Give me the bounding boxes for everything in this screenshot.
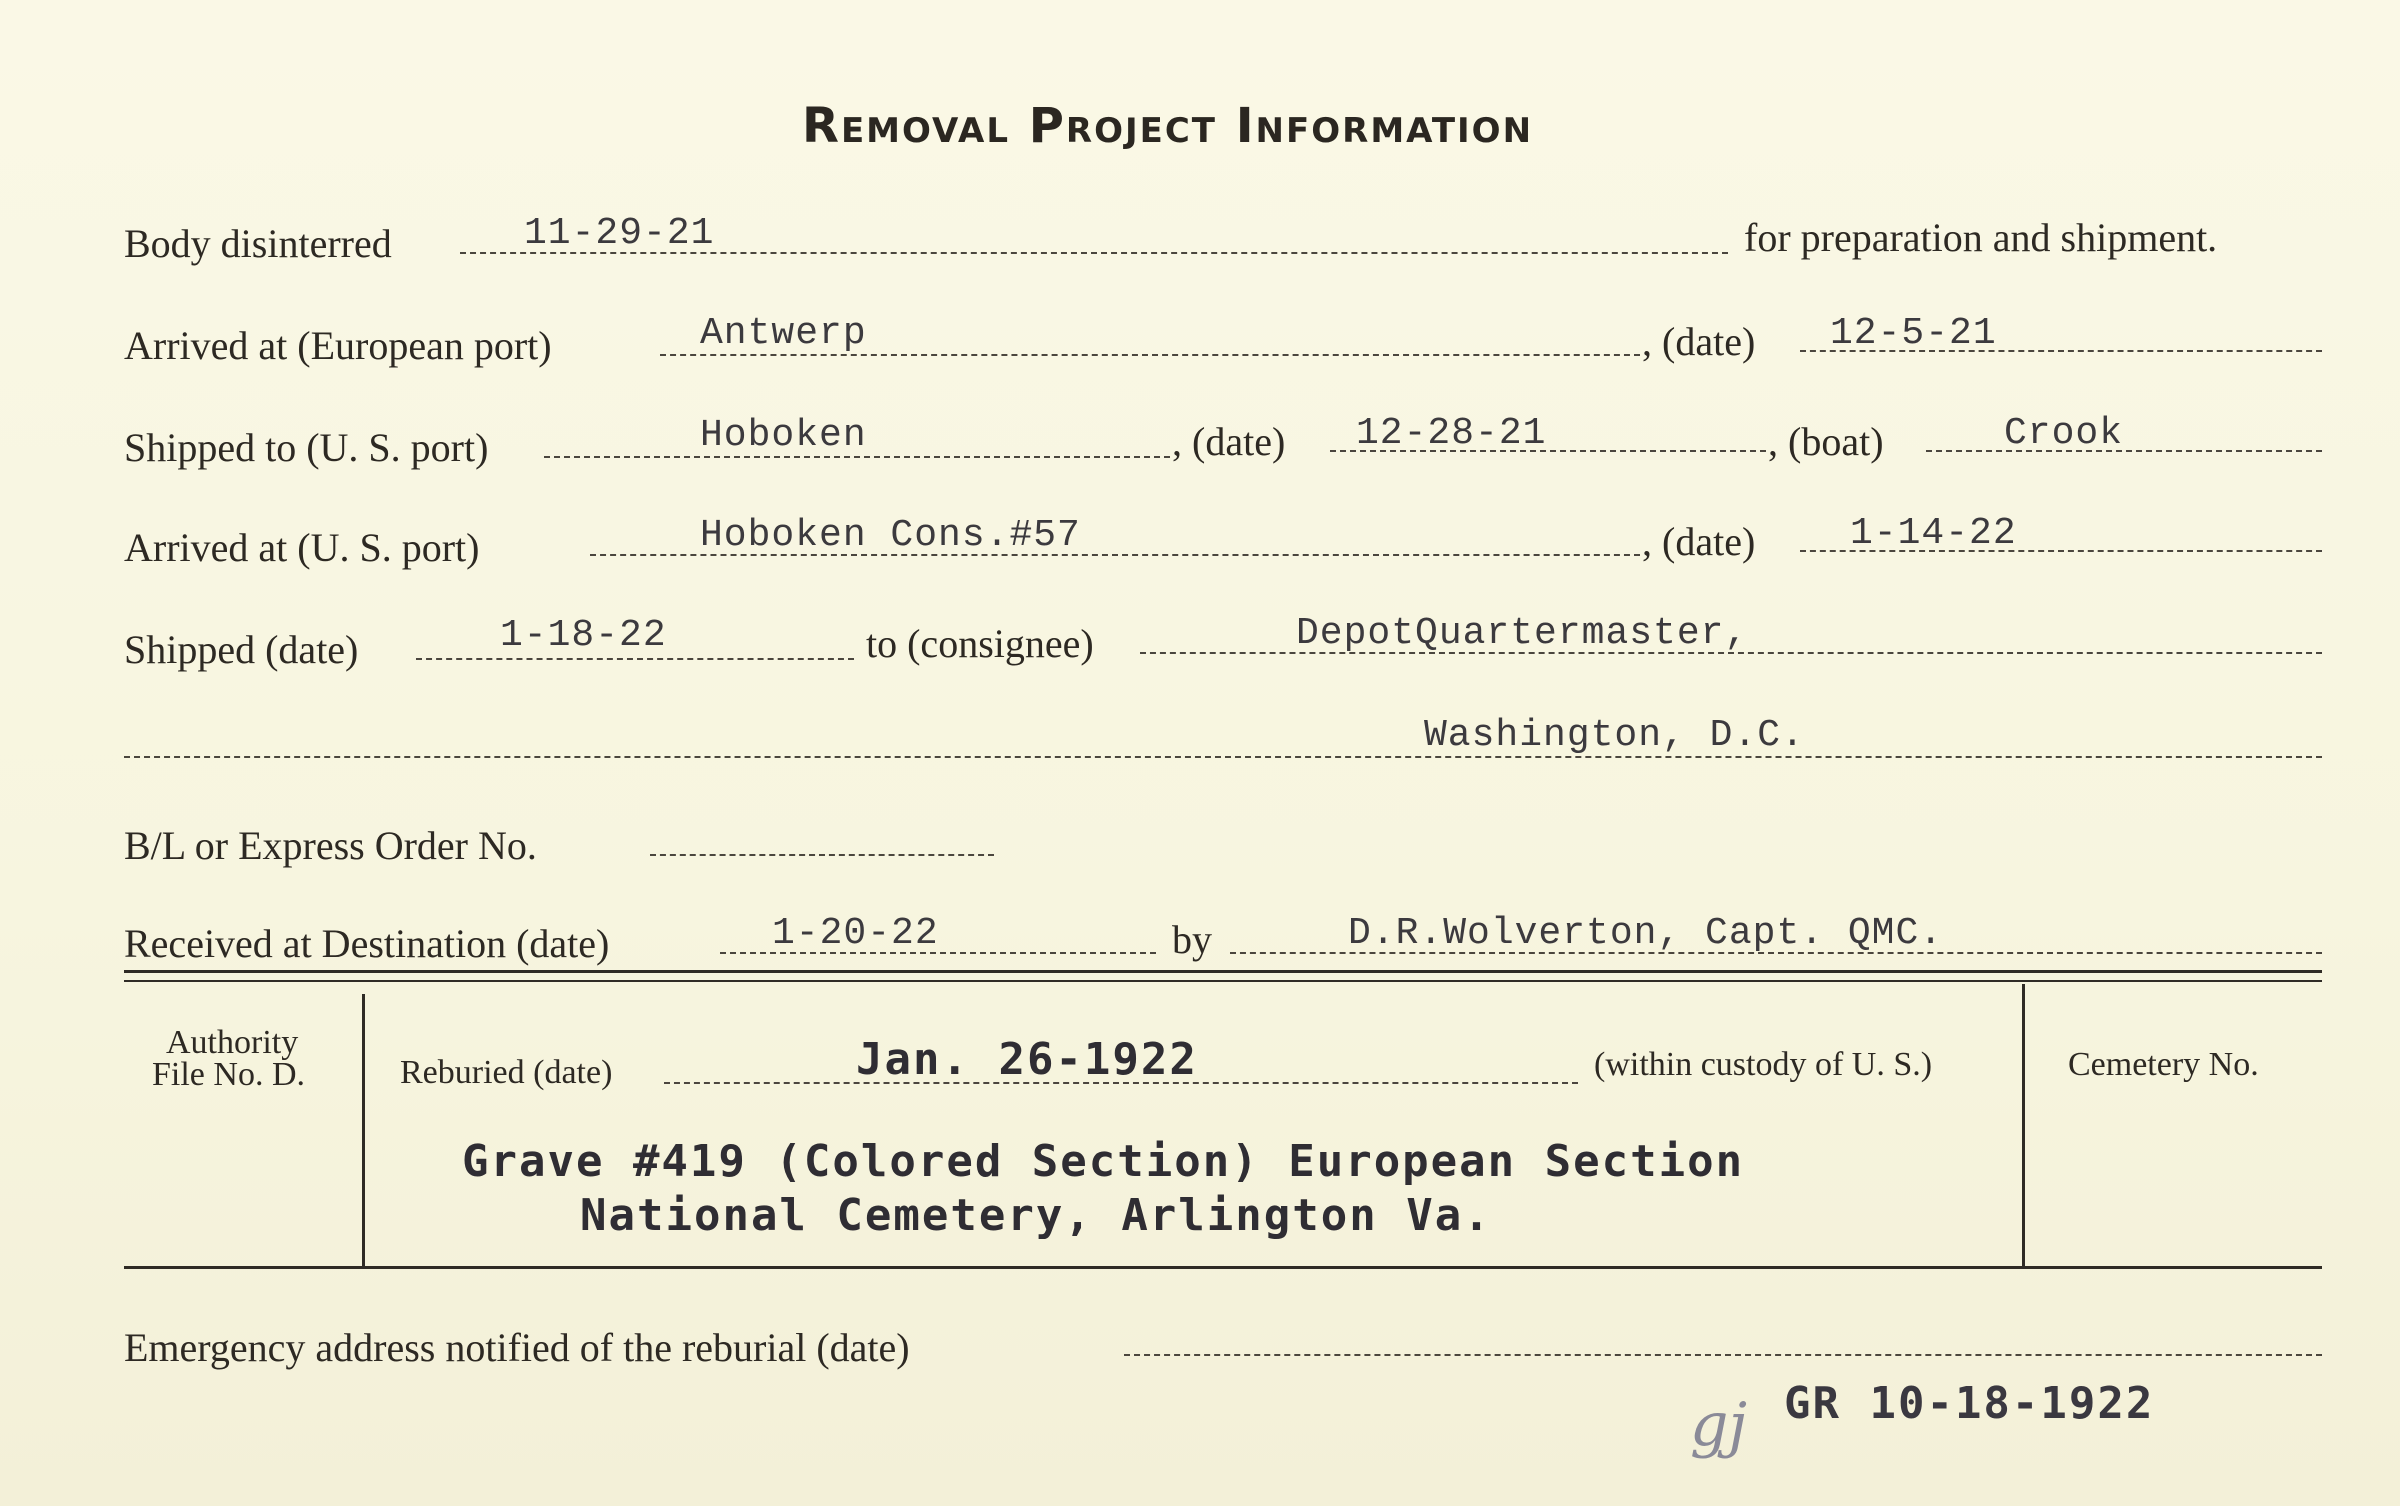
value-shipped-date: 1-18-22: [500, 614, 667, 657]
value-boat: Crook: [2004, 412, 2124, 455]
label-by: by: [1172, 917, 1212, 962]
label-boat: , (boat): [1768, 419, 1884, 464]
value-received-date: 1-20-22: [772, 912, 939, 955]
value-shipped-date: 12-28-21: [1356, 412, 1547, 455]
label-received-destination: Received at Destination (date): [124, 921, 610, 966]
label-date: , (date): [1172, 419, 1286, 464]
grave-location-line1: Grave #419 (Colored Section) European Section: [462, 1136, 1745, 1187]
label-bl-express-order: B/L or Express Order No.: [124, 823, 537, 868]
label-cemetery-no: Cemetery No.: [2068, 1046, 2259, 1083]
value-consignee-line2: Washington, D.C.: [1424, 714, 1805, 757]
label-date: , (date): [1642, 319, 1756, 364]
label-consignee: to (consignee): [866, 621, 1094, 666]
label-custody: (within custody of U. S.): [1594, 1046, 1933, 1083]
leader-line: [650, 854, 994, 856]
grave-location-line2: National Cemetery, Arlington Va.: [580, 1190, 1492, 1241]
label-arrived-european-port: Arrived at (European port): [124, 323, 552, 368]
value-received-by: D.R.Wolverton, Capt. QMC.: [1348, 912, 1944, 955]
value-disinterred-date: 11-29-21: [524, 212, 715, 255]
label-body-disinterred: Body disinterred: [124, 221, 392, 266]
page-title: Removal Project Information: [802, 98, 1534, 154]
label-reburied-date: Reburied (date): [400, 1054, 613, 1091]
label-preparation: for preparation and shipment.: [1744, 215, 2218, 260]
label-authority: Authority: [166, 1024, 299, 1061]
value-us-port: Hoboken: [700, 414, 867, 457]
label-date: , (date): [1642, 519, 1756, 564]
value-arrived-us-port: Hoboken Cons.#57: [700, 514, 1081, 557]
label-shipped-date: Shipped (date): [124, 627, 359, 672]
gr-date-stamp: GR 10-18-1922: [1784, 1378, 2155, 1429]
value-arrived-us-date: 1-14-22: [1850, 512, 2017, 555]
label-arrived-us-port: Arrived at (U. S. port): [124, 525, 480, 570]
box-bottom-rule: [124, 1266, 2322, 1269]
box-divider: [2022, 984, 2025, 1266]
handwritten-initials: gj: [1690, 1390, 1748, 1460]
label-shipped-us-port: Shipped to (U. S. port): [124, 425, 489, 470]
leader-line: [124, 756, 2322, 758]
value-reburied-date: Jan. 26-1922: [856, 1034, 1198, 1085]
value-consignee: DepotQuartermaster,: [1296, 612, 1749, 655]
box-top-rule: [124, 980, 2322, 982]
leader-line: [1124, 1354, 2322, 1356]
label-file-no: File No. D.: [152, 1056, 305, 1093]
leader-line: [1926, 450, 2322, 452]
leader-line: [416, 658, 854, 660]
value-arrived-eu-date: 12-5-21: [1830, 312, 1997, 355]
label-emergency-address: Emergency address notified of the reburial (date): [124, 1325, 910, 1370]
box-top-rule: [124, 970, 2322, 973]
value-european-port: Antwerp: [700, 312, 867, 355]
box-divider: [362, 994, 365, 1266]
